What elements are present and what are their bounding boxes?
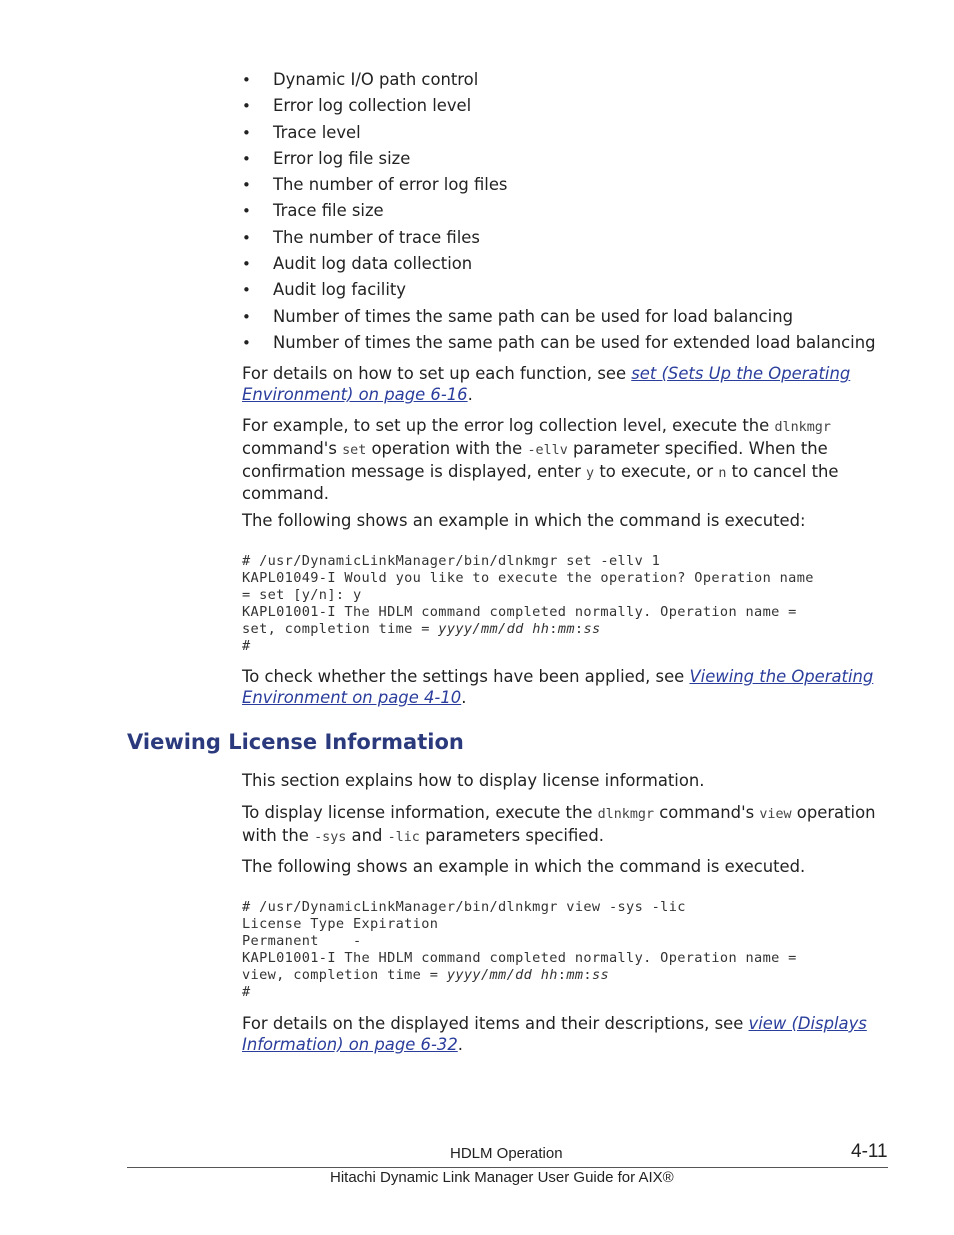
list-item: • Number of times the same path can be used for extended load balancing — [242, 332, 876, 352]
list-item: • Trace level — [242, 122, 361, 142]
list-item: • Dynamic I/O path control — [242, 70, 479, 89]
list-item: • Number of times the same path can be used for load balancing — [242, 306, 794, 326]
list-item: • Audit log data collection — [242, 254, 473, 274]
list-item: • The number of trace files — [242, 227, 480, 247]
code-block-set: # /usr/DynamicLinkManager/bin/dlnkmgr set -ellv 1 KAPL01049-I Would you like to execute the operation? Operation name = set [y/n]: y KAPL01001-I The HDLM command completed normally. Operation name = set, completion time = yyyy/mm/dd hh:mm:ss # — [242, 553, 814, 655]
list-item: • Error log file size — [242, 148, 411, 168]
view-reference-paragraph: For details on the displayed items and their descriptions, see view (Displays Information) on page 6-32. — [242, 1014, 867, 1054]
list-item: • Audit log facility — [242, 280, 407, 300]
section-heading: Viewing License Information — [127, 730, 464, 754]
list-item: • The number of error log files — [242, 175, 508, 195]
list-item: • Error log collection level — [242, 96, 472, 116]
settings-bullet-list — [242, 67, 902, 356]
settings-check-paragraph: To check whether the settings have been applied, see Viewing the Operating Environment on page 4-10. — [242, 667, 874, 707]
view-operation-link[interactable]: view (Displays Information) on page 6-32 — [242, 1014, 867, 1054]
footer-divider — [127, 1167, 888, 1168]
example-paragraph: For example, to set up the error log collection level, execute the dlnkmgr command's set operation with the -ellv parameter specified. When the confirmation message is displayed, enter y to execute, or n to cancel the command. — [242, 416, 839, 504]
footer-section-title: HDLM Operation — [450, 1145, 563, 1162]
footer-guide-title: Hitachi Dynamic Link Manager User Guide for AIX® — [330, 1169, 674, 1186]
page-number: 4-11 — [851, 1141, 888, 1162]
set-reference-paragraph: For details on how to set up each function, see set (Sets Up the Operating Environment) on page 6-16. — [242, 364, 851, 404]
license-example-intro: The following shows an example in which the command is executed. — [242, 857, 806, 876]
example-intro-paragraph: The following shows an example in which the command is executed: — [242, 511, 806, 530]
license-command-paragraph: To display license information, execute the dlnkmgr command's view operation with the -sys and -lic parameters specified. — [242, 803, 876, 845]
list-item: • Trace file size — [242, 201, 384, 221]
code-block-view: # /usr/DynamicLinkManager/bin/dlnkmgr view -sys -lic License Type Expiration Permanent - KAPL01001-I The HDLM command completed normally. Operation name = view, completion time = yyyy/mm/dd hh:mm:ss # — [242, 899, 797, 1001]
license-intro-paragraph: This section explains how to display license information. — [242, 771, 705, 790]
set-operation-link[interactable]: set (Sets Up the Operating Environment) on page 6-16 — [242, 364, 851, 404]
viewing-environment-link[interactable]: Viewing the Operating Environment on page 4-10 — [242, 667, 874, 707]
